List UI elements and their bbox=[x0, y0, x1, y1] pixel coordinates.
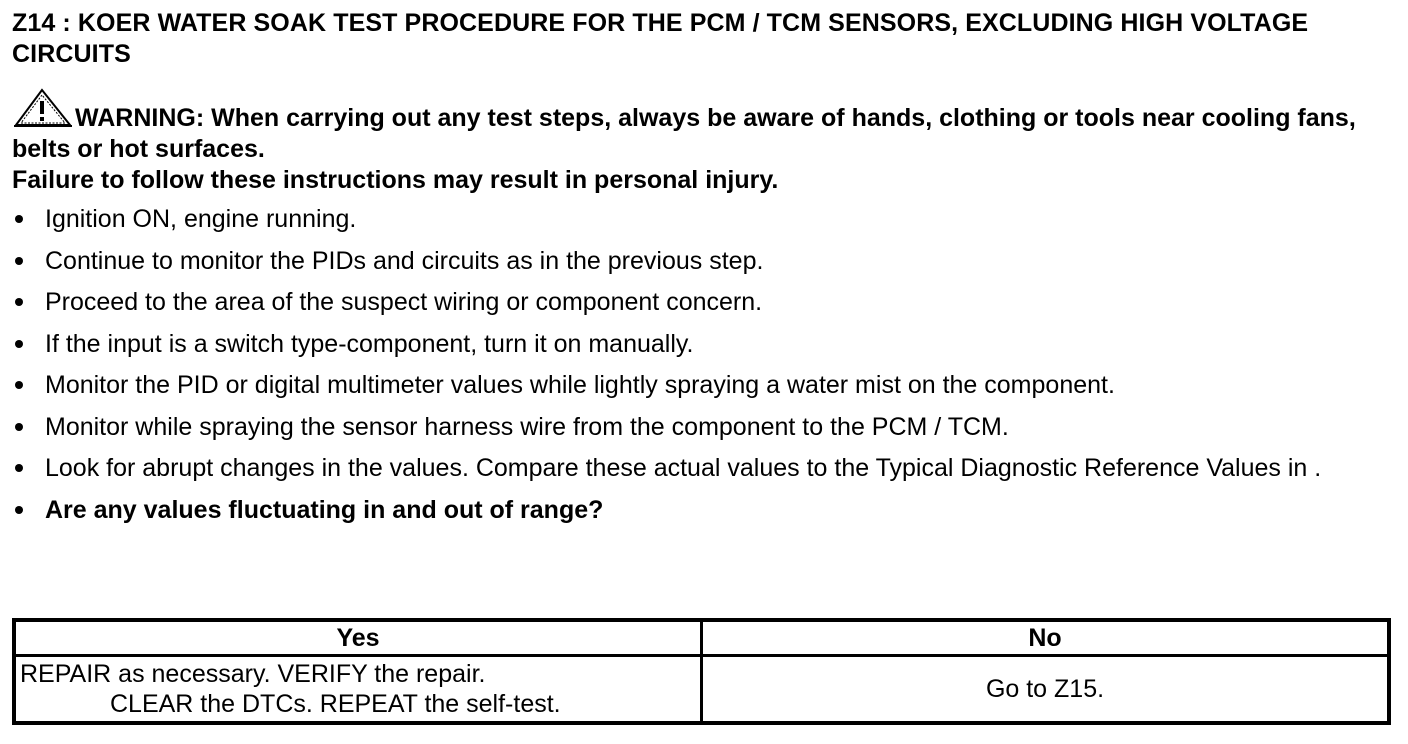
bullet-icon bbox=[15, 298, 23, 306]
list-item: Proceed to the area of the suspect wiring or component concern. bbox=[12, 287, 1398, 318]
procedure-page bbox=[12, 8, 1398, 536]
list-item: Monitor the PID or digital multimeter values while lightly spraying a water mist on the component. bbox=[12, 370, 1398, 401]
warning-consequence: Failure to follow these instructions may result in personal injury. bbox=[12, 166, 779, 194]
bullet-icon bbox=[15, 215, 23, 223]
bullet-icon bbox=[15, 257, 23, 265]
yes-header: Yes bbox=[14, 620, 702, 656]
no-header: No bbox=[702, 620, 1390, 656]
bullet-icon bbox=[15, 381, 23, 389]
yes-cell bbox=[14, 656, 702, 724]
bullet-icon bbox=[15, 423, 23, 431]
list-item: Monitor while spraying the sensor harness wire from the component to the PCM / TCM. bbox=[12, 412, 1398, 443]
yes-text-line1: REPAIR as necessary. VERIFY the repair. bbox=[20, 660, 486, 688]
question-item: Are any values fluctuating in and out of range? bbox=[12, 495, 1398, 526]
warning-block bbox=[12, 88, 1398, 196]
bullet-icon bbox=[15, 464, 23, 472]
yes-no-table bbox=[12, 618, 1391, 725]
no-cell: Go to Z15. bbox=[702, 656, 1390, 724]
table-row bbox=[14, 656, 1389, 724]
list-item: Look for abrupt changes in the values. Compare these actual values to the Typical Diagnostic Reference Values in . bbox=[12, 453, 1398, 484]
list-item: Ignition ON, engine running. bbox=[12, 204, 1398, 235]
table-header-row bbox=[14, 620, 1389, 656]
bullet-icon bbox=[15, 340, 23, 348]
step-list bbox=[12, 204, 1398, 526]
warning-triangle-icon bbox=[12, 88, 74, 128]
bullet-icon bbox=[15, 506, 23, 514]
list-item: If the input is a switch type-component, turn it on manually. bbox=[12, 329, 1398, 360]
page-title: Z14 : KOER WATER SOAK TEST PROCEDURE FOR THE PCM / TCM SENSORS, EXCLUDING HIGH VOLTAGE CIRCUITS bbox=[12, 9, 1309, 68]
list-item: Continue to monitor the PIDs and circuits as in the previous step. bbox=[12, 246, 1398, 277]
yes-text-line2: CLEAR the DTCs. REPEAT the self-test. bbox=[110, 690, 561, 718]
warning-text: WARNING: When carrying out any test steps, always be aware of hands, clothing or tools near cooling fans, belts or hot surfaces. bbox=[12, 104, 1356, 163]
